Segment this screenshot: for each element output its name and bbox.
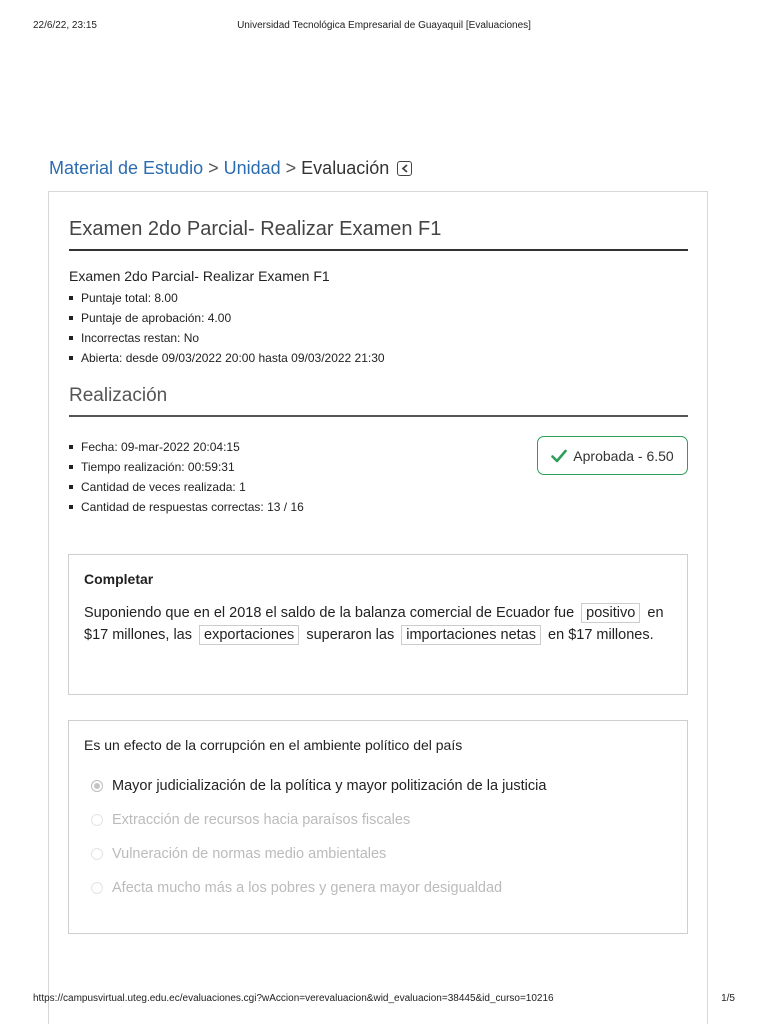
breadcrumb-current: Evaluación (301, 158, 390, 178)
print-title: Universidad Tecnológica Empresarial de Guayaquil [Evaluaciones] (237, 20, 531, 31)
realizacion-attempts: Cantidad de veces realizada: 1 (69, 477, 304, 497)
answer-blank: exportaciones (199, 625, 299, 645)
question-text: Es un efecto de la corrupción en el ambiente político del país (84, 737, 463, 753)
status-badge (537, 436, 688, 475)
print-footer (33, 993, 735, 1007)
question-text-part: superaron las (306, 627, 395, 643)
check-icon (551, 449, 567, 463)
breadcrumb-separator: > (285, 158, 297, 178)
answer-blank: importaciones netas (401, 625, 541, 645)
answer-option-label: Afecta mucho más a los pobres y genera mayor desigualdad (112, 880, 503, 896)
back-icon[interactable] (397, 161, 412, 176)
breadcrumb-separator: > (208, 158, 219, 178)
breadcrumb-material-de-estudio[interactable]: Material de Estudio (49, 158, 204, 178)
print-page-number: 1/5 (721, 993, 735, 1004)
exam-info-passing-score: Puntaje de aprobación: 4.00 (69, 308, 385, 328)
realizacion-heading: Realización (69, 385, 688, 417)
breadcrumb (49, 158, 412, 179)
answer-option (91, 846, 386, 862)
status-badge-label: Aprobada - 6.50 (573, 447, 674, 464)
print-date: 22/6/22, 23:15 (33, 20, 97, 31)
print-header (33, 20, 735, 34)
answer-option-label: Vulneración de normas medio ambientales (112, 846, 387, 862)
answer-option-label: Extracción de recursos hacia paraísos fiscales (112, 812, 411, 828)
answer-blank: positivo (581, 603, 640, 623)
radio-button (91, 848, 103, 860)
radio-button-selected (91, 780, 103, 792)
radio-button (91, 814, 103, 826)
answer-option (91, 880, 502, 896)
realizacion-correct-answers: Cantidad de respuestas correctas: 13 / 16 (69, 497, 304, 517)
realizacion-time: Tiempo realización: 00:59:31 (69, 457, 304, 477)
realizacion-date: Fecha: 09-mar-2022 20:04:15 (69, 437, 304, 457)
question-type-label: Completar (84, 571, 154, 587)
question-text-part: en $17 millones, las (84, 605, 664, 643)
exam-info-open-window: Abierta: desde 09/03/2022 20:00 hasta 09/03/2022 21:30 (69, 348, 385, 368)
realizacion-info-list (69, 437, 304, 517)
answer-option (91, 778, 546, 794)
question-text-part: Suponiendo que en el 2018 el saldo de la balanza comercial de Ecuador fue (84, 605, 575, 621)
question-card-multiple-choice (68, 720, 688, 934)
question-text-part: en $17 millones. (548, 627, 654, 643)
question-card-completar (68, 554, 688, 695)
question-text (84, 602, 664, 646)
answer-option-label: Mayor judicialización de la política y mayor politización de la justicia (112, 778, 547, 794)
exam-info-total-score: Puntaje total: 8.00 (69, 288, 385, 308)
radio-button (91, 882, 103, 894)
print-url: https://campusvirtual.uteg.edu.ec/evaluaciones.cgi?wAccion=verevaluacion&wid_evaluacion=38445&id_curso=10216 (33, 993, 554, 1004)
exam-info-wrong-subtract: Incorrectas restan: No (69, 328, 385, 348)
exam-name: Examen 2do Parcial- Realizar Examen F1 (69, 268, 330, 284)
breadcrumb-unidad[interactable]: Unidad (223, 158, 281, 178)
answer-option (91, 812, 410, 828)
exam-info-list (69, 288, 385, 368)
exam-heading: Examen 2do Parcial- Realizar Examen F1 (69, 218, 688, 251)
